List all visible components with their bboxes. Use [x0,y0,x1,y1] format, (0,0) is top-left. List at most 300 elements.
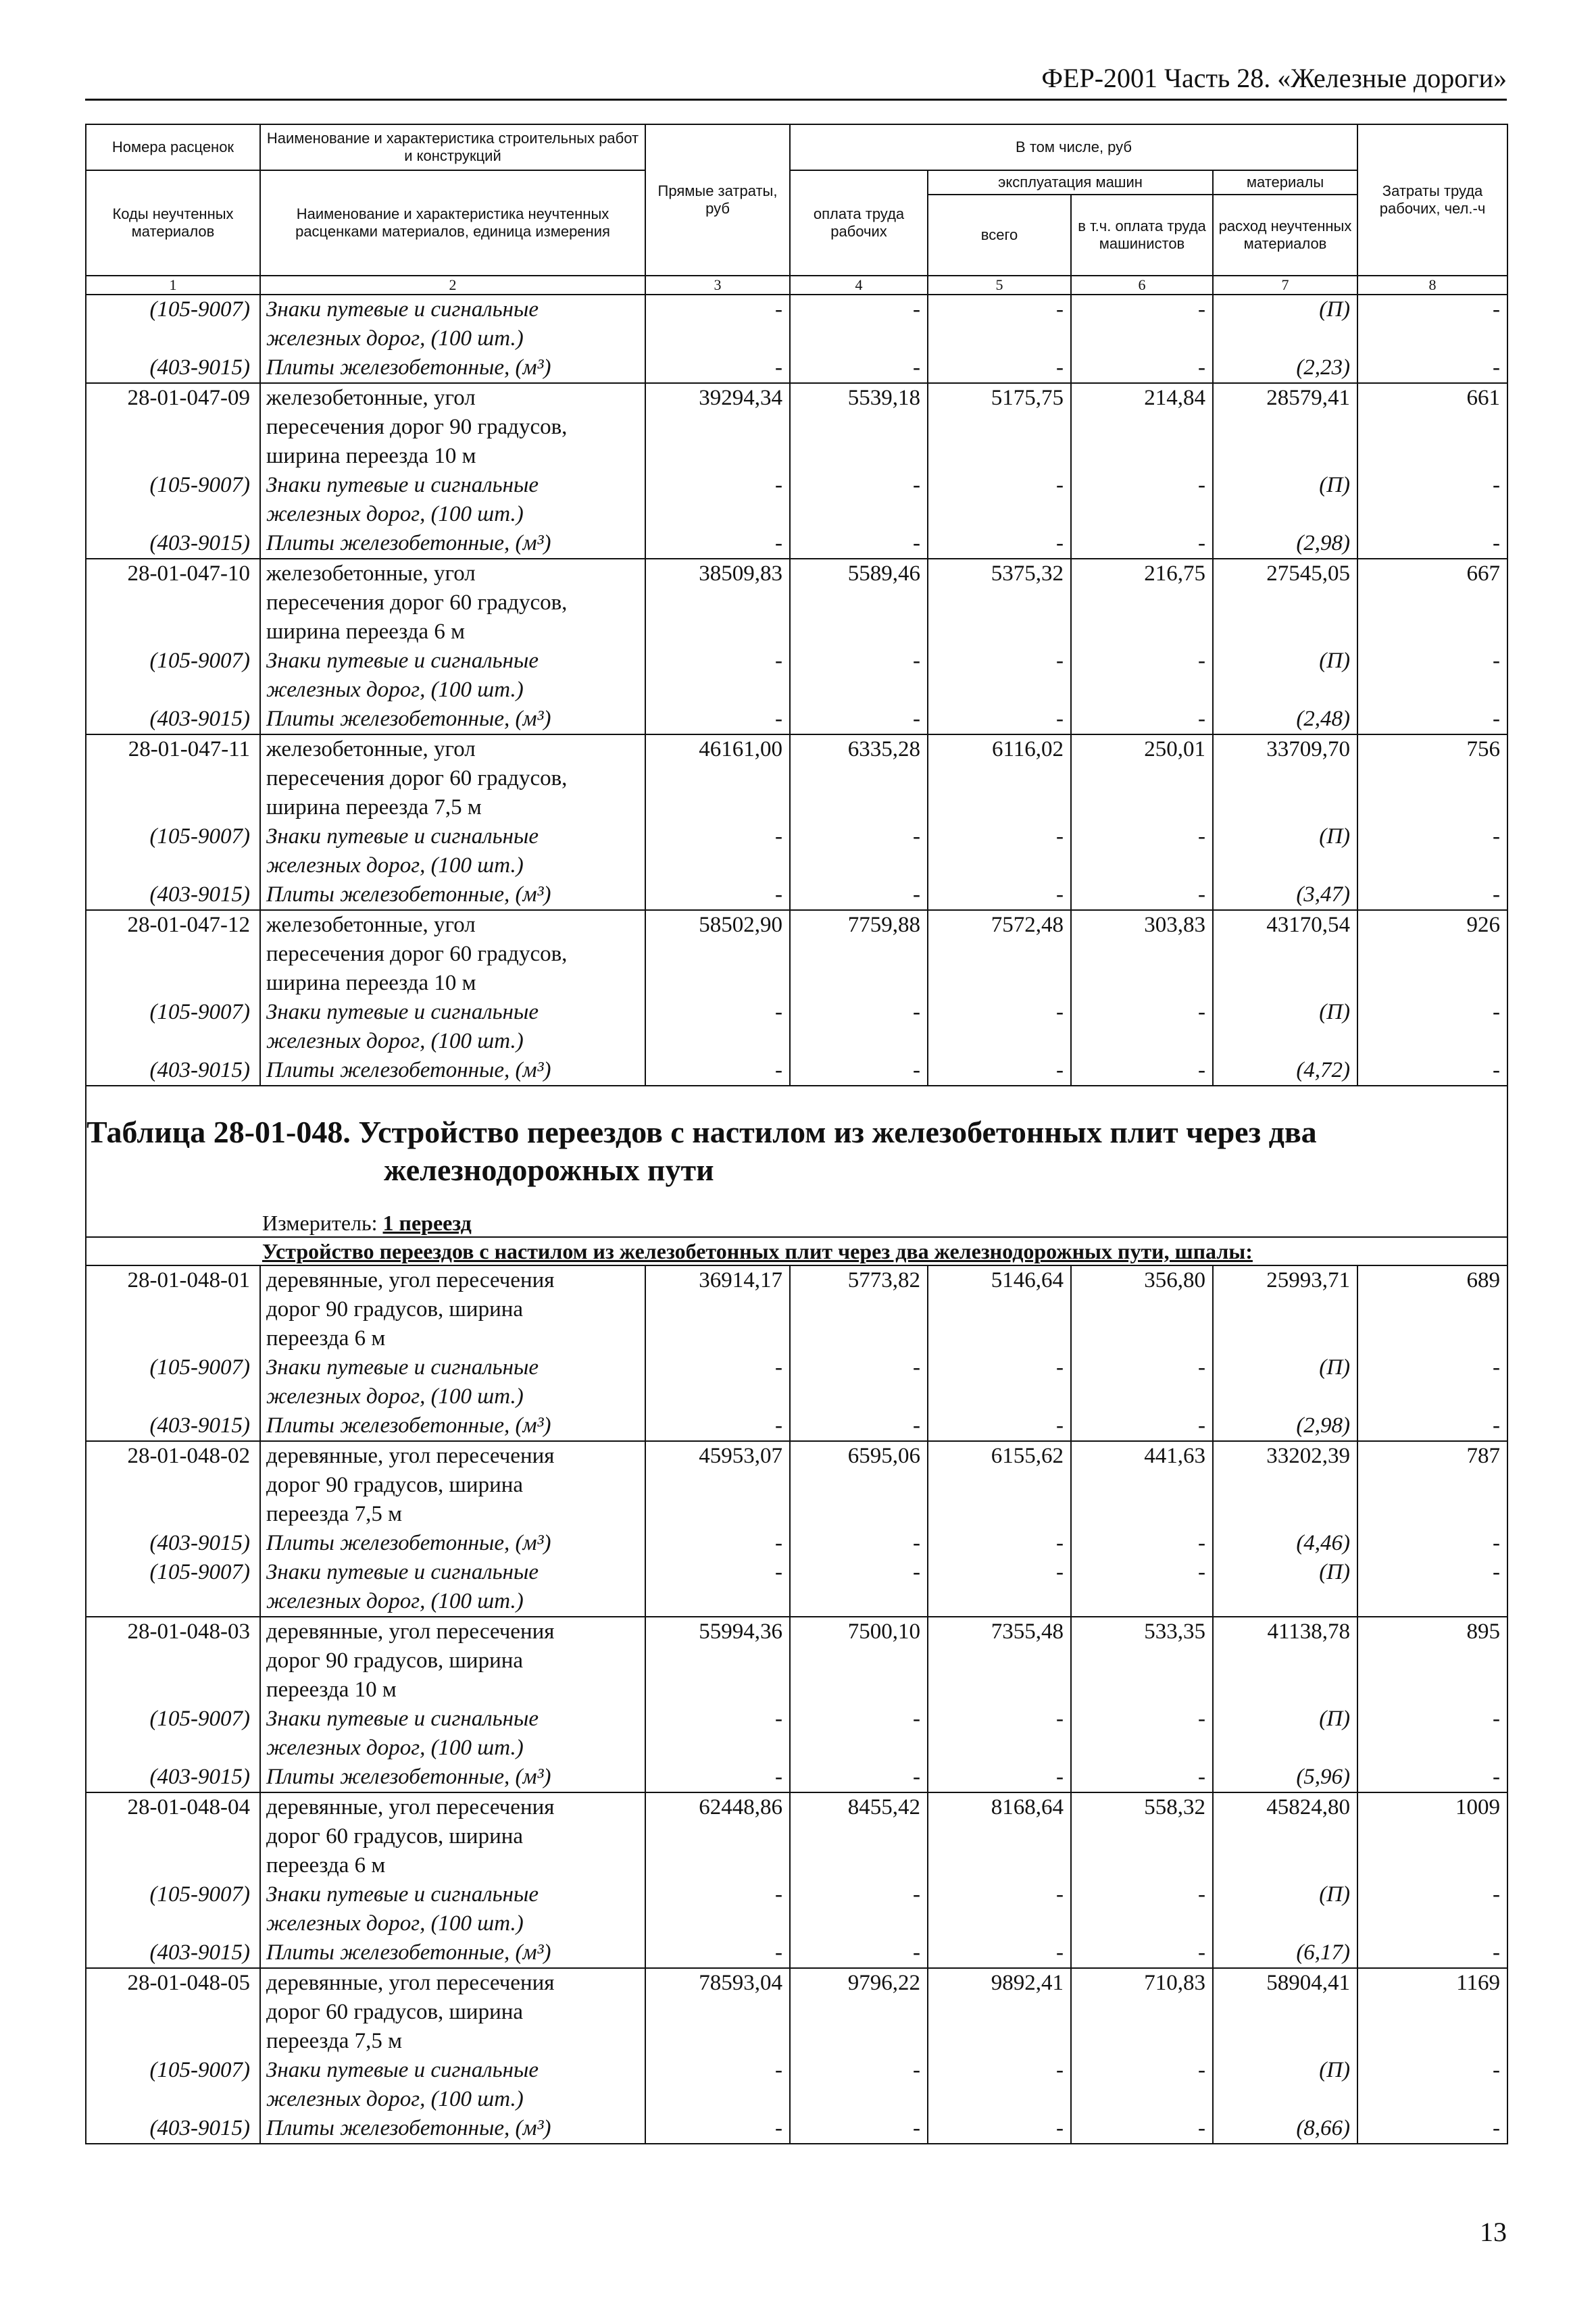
rate-code-cell: (105-9007) [86,1558,260,1587]
direct-costs-cell [645,1734,790,1763]
operator-wages-cell: - [1071,647,1213,676]
materials-cell: (2,48) [1213,705,1357,734]
direct-costs-cell [645,2027,790,2056]
header-rate-numbers: Номера расценок [86,124,260,170]
table-row [86,647,1507,676]
labor-costs-cell: 787 [1357,1441,1507,1471]
header-materials-name: Наименование и характеристика неучтенных расценками материалов, единица измерения [260,170,645,276]
labor-costs-cell: 661 [1357,383,1507,413]
table-row [86,1471,1507,1500]
machine-total-cell: - [928,295,1071,324]
column-number: 2 [260,276,645,295]
table-row [86,1265,1507,1295]
operator-wages-cell: - [1071,822,1213,851]
labor-costs-cell [1357,969,1507,998]
rate-code-cell: 28-01-048-03 [86,1617,260,1646]
table-row [86,559,1507,588]
operator-wages-cell: - [1071,529,1213,559]
direct-costs-cell [645,1500,790,1529]
workers-wages-cell: - [790,353,928,383]
direct-costs-cell [645,588,790,618]
machine-total-cell [928,1471,1071,1500]
rate-code-cell [86,413,260,442]
operator-wages-cell [1071,940,1213,969]
rate-code-cell: (403-9015) [86,705,260,734]
item-name-cell: переезда 6 м [260,1851,645,1880]
table-row [86,1998,1507,2027]
item-name-cell: железобетонные, угол [260,383,645,413]
table-row [86,2056,1507,2085]
machine-total-cell: 9892,41 [928,1968,1071,1998]
workers-wages-cell: - [790,1705,928,1734]
direct-costs-cell: - [645,998,790,1027]
rate-code-cell [86,1734,260,1763]
table-row [86,1056,1507,1086]
labor-costs-cell: - [1357,1529,1507,1558]
rate-code-cell: 28-01-047-10 [86,559,260,588]
workers-wages-cell [790,588,928,618]
workers-wages-cell [790,1587,928,1617]
workers-wages-cell [790,1822,928,1851]
workers-wages-cell [790,1909,928,1938]
operator-wages-cell [1071,1822,1213,1851]
table-row [86,998,1507,1027]
item-name-cell: Плиты железобетонные, (м³) [260,1411,645,1441]
direct-costs-cell: 46161,00 [645,734,790,764]
labor-costs-cell: - [1357,705,1507,734]
machine-total-cell [928,1998,1071,2027]
direct-costs-cell: - [645,880,790,910]
rate-code-cell [86,764,260,793]
operator-wages-cell [1071,969,1213,998]
workers-wages-cell: 8455,42 [790,1792,928,1822]
table-row [86,1880,1507,1909]
table-row [86,500,1507,529]
operator-wages-cell [1071,500,1213,529]
machine-total-cell [928,1295,1071,1324]
item-name-cell: Знаки путевые и сигнальные [260,1353,645,1382]
rate-code-cell: (403-9015) [86,529,260,559]
labor-costs-cell [1357,442,1507,471]
labor-costs-cell [1357,1587,1507,1617]
direct-costs-cell: 39294,34 [645,383,790,413]
materials-cell: (2,23) [1213,353,1357,383]
workers-wages-cell: - [790,2114,928,2144]
labor-costs-cell: - [1357,353,1507,383]
rate-code-cell: (105-9007) [86,1353,260,1382]
labor-costs-cell: 1169 [1357,1968,1507,1998]
item-name-cell: Знаки путевые и сигнальные [260,998,645,1027]
operator-wages-cell [1071,2027,1213,2056]
header-rule [85,99,1507,101]
rate-code-cell: (403-9015) [86,880,260,910]
machine-total-cell [928,793,1071,822]
table-header [86,124,1507,295]
rate-code-cell [86,1587,260,1617]
item-name-cell: дорог 60 градусов, ширина [260,1822,645,1851]
workers-wages-cell [790,324,928,353]
machine-total-cell [928,1646,1071,1676]
rate-code-cell [86,588,260,618]
rate-code-cell [86,2027,260,2056]
item-name-cell: железных дорог, (100 шт.) [260,500,645,529]
header-direct-costs: Прямые затраты, руб [645,124,790,276]
column-number: 3 [645,276,790,295]
materials-cell: (П) [1213,1353,1357,1382]
machine-total-cell [928,851,1071,880]
table-row [86,1558,1507,1587]
labor-costs-cell [1357,1324,1507,1353]
machine-total-cell [928,940,1071,969]
workers-wages-cell: - [790,1056,928,1086]
table-row [86,353,1507,383]
item-name-cell: Плиты железобетонные, (м³) [260,705,645,734]
machine-total-cell [928,676,1071,705]
table-row [86,588,1507,618]
item-name-cell: Знаки путевые и сигнальные [260,2056,645,2085]
materials-cell [1213,940,1357,969]
labor-costs-cell: - [1357,295,1507,324]
machine-total-cell: - [928,822,1071,851]
workers-wages-cell [790,1734,928,1763]
item-name-cell: деревянные, угол пересечения [260,1265,645,1295]
direct-costs-cell [645,1027,790,1056]
table-row [86,705,1507,734]
operator-wages-cell: 710,83 [1071,1968,1213,1998]
materials-cell [1213,442,1357,471]
machine-total-cell: 6155,62 [928,1441,1071,1471]
workers-wages-cell: - [790,1880,928,1909]
direct-costs-cell [645,1822,790,1851]
rate-code-cell: 28-01-047-09 [86,383,260,413]
labor-costs-cell [1357,1851,1507,1880]
workers-wages-cell: - [790,1938,928,1968]
materials-cell: 43170,54 [1213,910,1357,940]
direct-costs-cell: 58502,90 [645,910,790,940]
machine-total-cell [928,1734,1071,1763]
materials-cell: (П) [1213,471,1357,500]
materials-cell [1213,500,1357,529]
labor-costs-cell: 926 [1357,910,1507,940]
materials-cell: (П) [1213,1880,1357,1909]
table-row [86,1968,1507,1998]
table-row [86,1822,1507,1851]
header-materials: материалы [1213,170,1357,195]
direct-costs-cell [645,413,790,442]
operator-wages-cell [1071,1734,1213,1763]
table-row [86,1324,1507,1353]
workers-wages-cell [790,618,928,647]
table-048-heading [86,1086,1507,1265]
item-name-cell: переезда 10 м [260,1676,645,1705]
header-operator-wages: в т.ч. оплата труда машинистов [1071,195,1213,276]
table-row [86,1441,1507,1471]
item-name-cell: переезда 7,5 м [260,1500,645,1529]
table-row [86,1676,1507,1705]
operator-wages-cell: - [1071,1763,1213,1792]
rate-code-cell: (105-9007) [86,822,260,851]
machine-total-cell: - [928,998,1071,1027]
operator-wages-cell [1071,1676,1213,1705]
direct-costs-cell: - [645,471,790,500]
table-row [86,910,1507,940]
table-row [86,940,1507,969]
materials-cell [1213,1027,1357,1056]
direct-costs-cell [645,1909,790,1938]
operator-wages-cell [1071,1027,1213,1056]
materials-cell: 28579,41 [1213,383,1357,413]
item-name-cell: пересечения дорог 60 градусов, [260,588,645,618]
labor-costs-cell [1357,1998,1507,2027]
materials-cell [1213,1295,1357,1324]
labor-costs-cell [1357,764,1507,793]
labor-costs-cell [1357,1500,1507,1529]
rate-code-cell [86,851,260,880]
materials-cell: (П) [1213,647,1357,676]
operator-wages-cell: - [1071,2056,1213,2085]
labor-costs-cell [1357,1027,1507,1056]
table-row [86,1851,1507,1880]
table-row [86,1763,1507,1792]
machine-total-cell: - [928,1558,1071,1587]
operator-wages-cell: 250,01 [1071,734,1213,764]
direct-costs-cell [645,851,790,880]
machine-total-cell [928,969,1071,998]
materials-cell [1213,588,1357,618]
direct-costs-cell: - [645,2114,790,2144]
labor-costs-cell: 756 [1357,734,1507,764]
direct-costs-cell: - [645,1880,790,1909]
machine-total-cell: - [928,647,1071,676]
item-name-cell: Знаки путевые и сигнальные [260,647,645,676]
operator-wages-cell: - [1071,353,1213,383]
table-row [86,2027,1507,2056]
rate-code-cell [86,1676,260,1705]
operator-wages-cell [1071,442,1213,471]
machine-total-cell [928,413,1071,442]
workers-wages-cell [790,2027,928,2056]
table-row [86,383,1507,413]
direct-costs-cell: - [645,529,790,559]
direct-costs-cell: - [645,295,790,324]
machine-total-cell [928,1822,1071,1851]
table-row [86,1938,1507,1968]
labor-costs-cell: - [1357,880,1507,910]
item-name-cell: железных дорог, (100 шт.) [260,2085,645,2114]
labor-costs-cell: 689 [1357,1265,1507,1295]
workers-wages-cell: - [790,471,928,500]
labor-costs-cell [1357,1676,1507,1705]
item-name-cell: железных дорог, (100 шт.) [260,1382,645,1411]
rate-code-cell: 28-01-047-12 [86,910,260,940]
item-name-cell: железных дорог, (100 шт.) [260,851,645,880]
workers-wages-cell: - [790,529,928,559]
materials-cell: (П) [1213,1558,1357,1587]
labor-costs-cell [1357,851,1507,880]
labor-costs-cell: - [1357,647,1507,676]
table-row [86,529,1507,559]
direct-costs-cell: - [645,647,790,676]
column-number-row [86,276,1507,295]
materials-cell: 41138,78 [1213,1617,1357,1646]
workers-wages-cell [790,500,928,529]
direct-costs-cell: 78593,04 [645,1968,790,1998]
labor-costs-cell [1357,1382,1507,1411]
workers-wages-cell [790,2085,928,2114]
machine-total-cell: - [928,1705,1071,1734]
table-row [86,880,1507,910]
materials-cell [1213,676,1357,705]
materials-cell: (2,98) [1213,1411,1357,1441]
table-row [86,1587,1507,1617]
direct-costs-cell: - [645,1763,790,1792]
table-row [86,1646,1507,1676]
table-row [86,822,1507,851]
machine-total-cell [928,1500,1071,1529]
machine-total-cell [928,1851,1071,1880]
rate-code-cell: (105-9007) [86,295,260,324]
operator-wages-cell [1071,1587,1213,1617]
table-row [86,1382,1507,1411]
table-title-line2: железнодорожных пути [384,1153,714,1187]
rate-code-cell [86,1471,260,1500]
operator-wages-cell [1071,324,1213,353]
workers-wages-cell: 7759,88 [790,910,928,940]
materials-cell [1213,413,1357,442]
materials-cell [1213,324,1357,353]
machine-total-cell: - [928,353,1071,383]
column-number: 7 [1213,276,1357,295]
item-name-cell: Плиты железобетонные, (м³) [260,1529,645,1558]
rate-code-cell: (105-9007) [86,2056,260,2085]
table-row [86,2114,1507,2144]
workers-wages-cell [790,1500,928,1529]
rate-code-cell: (403-9015) [86,1411,260,1441]
labor-costs-cell: - [1357,1558,1507,1587]
machine-total-cell: 5146,64 [928,1265,1071,1295]
rate-code-cell [86,2085,260,2114]
table-row [86,295,1507,324]
item-name-cell: Плиты железобетонные, (м³) [260,1763,645,1792]
item-name-cell: Знаки путевые и сигнальные [260,471,645,500]
machine-total-cell [928,2085,1071,2114]
rate-code-cell: (403-9015) [86,1938,260,1968]
direct-costs-cell [645,1471,790,1500]
labor-costs-cell: 895 [1357,1617,1507,1646]
workers-wages-cell: - [790,1353,928,1382]
machine-total-cell: - [928,529,1071,559]
running-header: ФЕР-2001 Часть 28. «Железные дороги» [1041,63,1507,93]
table-row [86,1027,1507,1056]
materials-cell: (8,66) [1213,2114,1357,2144]
direct-costs-cell: 55994,36 [645,1617,790,1646]
materials-cell [1213,851,1357,880]
rate-code-cell [86,676,260,705]
operator-wages-cell: - [1071,705,1213,734]
rate-code-cell [86,1646,260,1676]
workers-wages-cell [790,442,928,471]
machine-total-cell: - [928,1763,1071,1792]
direct-costs-cell [645,1382,790,1411]
operator-wages-cell: 303,83 [1071,910,1213,940]
materials-cell [1213,764,1357,793]
rate-code-cell [86,1822,260,1851]
rate-code-cell [86,1500,260,1529]
direct-costs-cell: - [645,1353,790,1382]
operator-wages-cell: - [1071,1558,1213,1587]
direct-costs-cell [645,442,790,471]
operator-wages-cell: 558,32 [1071,1792,1213,1822]
labor-costs-cell: - [1357,471,1507,500]
operator-wages-cell: 441,63 [1071,1441,1213,1471]
column-number: 1 [86,276,260,295]
item-name-cell: железобетонные, угол [260,559,645,588]
workers-wages-cell [790,1676,928,1705]
materials-cell: 45824,80 [1213,1792,1357,1822]
rate-code-cell: 28-01-048-04 [86,1792,260,1822]
item-name-cell: железобетонные, угол [260,910,645,940]
item-name-cell: Плиты железобетонные, (м³) [260,1938,645,1968]
meter-line [86,1189,1507,1237]
item-name-cell: дорог 90 градусов, ширина [260,1295,645,1324]
operator-wages-cell [1071,676,1213,705]
labor-costs-cell: 1009 [1357,1792,1507,1822]
direct-costs-cell [645,2085,790,2114]
materials-cell: 33202,39 [1213,1441,1357,1471]
workers-wages-cell: 6335,28 [790,734,928,764]
table-row [86,1529,1507,1558]
table-title-line1: Таблица 28-01-048. Устройство переездов с настилом из железобетонных плит через два [86,1115,1317,1149]
labor-costs-cell: - [1357,998,1507,1027]
item-name-cell: Знаки путевые и сигнальные [260,1705,645,1734]
rate-code-cell [86,324,260,353]
table-row [86,442,1507,471]
labor-costs-cell [1357,676,1507,705]
header-machine-total: всего [928,195,1071,276]
machine-total-cell: - [928,1529,1071,1558]
materials-cell: 25993,71 [1213,1265,1357,1295]
labor-costs-cell: - [1357,1056,1507,1086]
labor-costs-cell: - [1357,1880,1507,1909]
materials-cell: 58904,41 [1213,1968,1357,1998]
item-name-cell: ширина переезда 10 м [260,969,645,998]
direct-costs-cell: - [645,1705,790,1734]
header-material-consumption: расход неучтенных материалов [1213,195,1357,276]
operator-wages-cell: - [1071,998,1213,1027]
section-subheading: Устройство переездов с настилом из железобетонных плит через два железнодорожных пути, шпалы: [86,1237,1507,1265]
materials-cell [1213,2085,1357,2114]
materials-cell [1213,1471,1357,1500]
header-including-group: В том числе, руб [790,124,1357,170]
direct-costs-cell [645,969,790,998]
item-name-cell: Знаки путевые и сигнальные [260,822,645,851]
operator-wages-cell [1071,588,1213,618]
item-name-cell: Знаки путевые и сигнальные [260,1558,645,1587]
table-body-048 [86,1265,1507,2144]
workers-wages-cell [790,1324,928,1353]
materials-cell: (2,98) [1213,529,1357,559]
workers-wages-cell [790,793,928,822]
table-row [86,2085,1507,2114]
header-workers-wages: оплата труда рабочих [790,170,928,276]
machine-total-cell: 5375,32 [928,559,1071,588]
materials-cell [1213,1382,1357,1411]
item-name-cell: Плиты железобетонные, (м³) [260,2114,645,2144]
rate-code-cell: (403-9015) [86,2114,260,2144]
labor-costs-cell: - [1357,822,1507,851]
direct-costs-cell: - [645,353,790,383]
rate-code-cell: 28-01-047-11 [86,734,260,764]
